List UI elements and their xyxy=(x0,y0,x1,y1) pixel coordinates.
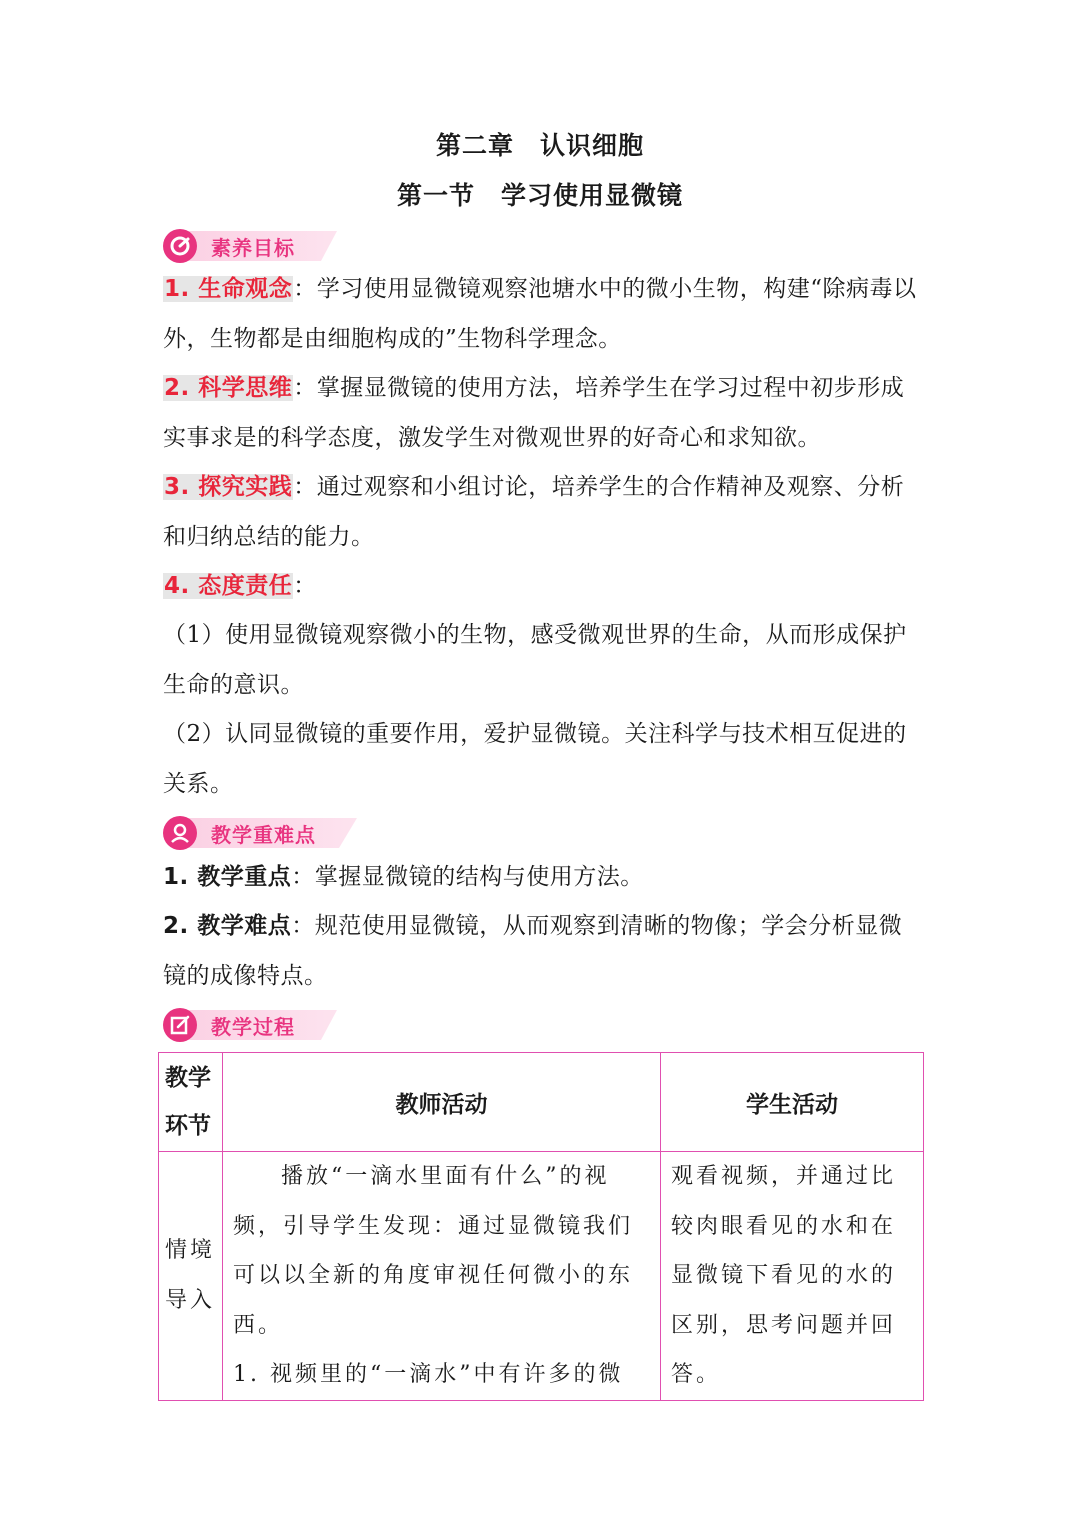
goal-label-3: 3. 探究实践 xyxy=(164,474,293,500)
keypoints-heading xyxy=(163,814,363,852)
keypoint-label-1: 1. 教学重点 xyxy=(163,864,292,890)
keypoint-text-1: ：掌握显微镜的结构与使用方法。 xyxy=(291,864,644,890)
process-table xyxy=(158,1052,924,1401)
goals-heading-label: 素养目标 xyxy=(211,236,295,260)
row-teacher xyxy=(223,1152,661,1401)
section-title: 第一节 学习使用显微镜 xyxy=(396,181,683,210)
header-student: 学生活动 xyxy=(661,1053,924,1152)
row-student: 观看视频，并通过比较肉眼看见的水和在显微镜下看见的水的区别，思考问题并回答。 xyxy=(661,1152,924,1401)
edit-icon xyxy=(163,1008,197,1042)
target-icon xyxy=(163,229,197,263)
goal-text-4: ： xyxy=(293,573,317,599)
row-teacher-sub: 1. 视频里的“一滴水”中有许多的微 xyxy=(233,1362,624,1387)
person-icon xyxy=(163,816,197,850)
process-heading xyxy=(163,1006,363,1044)
goal-item-4 xyxy=(163,562,923,612)
keypoints-heading-label: 教学重难点 xyxy=(211,823,316,847)
row-stage: 情境导入 xyxy=(159,1152,223,1401)
goal-item-4-sub-1: （1）使用显微镜观察微小的生物，感受微观世界的生命，从而形成保护生命的意识。 xyxy=(163,622,907,698)
process-heading-label: 教学过程 xyxy=(211,1015,295,1039)
keypoint-item-2 xyxy=(163,902,923,1001)
table-header-row xyxy=(159,1053,924,1152)
row-teacher-text: 播放“一滴水里面有什么”的视频，引导学生发现：通过显微镜我们可以以全新的角度审视任何微小的东西。 xyxy=(233,1164,634,1338)
keypoint-text-2: ：规范使用显微镜，从而观察到清晰的物像；学会分析显微镜的成像特点。 xyxy=(163,913,903,989)
goals-heading xyxy=(163,227,363,265)
chapter-title: 第二章 认识细胞 xyxy=(435,131,644,160)
goal-label-1: 1. 生命观念 xyxy=(164,276,293,302)
goal-text-1: ：学习使用显微镜观察池塘水中的微小生物，构建“除病毒以外，生物都是由细胞构成的”生物科学理念。 xyxy=(163,276,917,352)
goal-text-3: ：通过观察和小组讨论，培养学生的合作精神及观察、分析和归纳总结的能力。 xyxy=(163,474,905,550)
table-row xyxy=(159,1152,924,1401)
header-stage: 教学环节 xyxy=(159,1053,223,1152)
keypoint-item-1 xyxy=(163,853,923,903)
goal-item-3 xyxy=(163,463,923,562)
goal-label-2: 2. 科学思维 xyxy=(164,375,293,401)
goal-item-4-sub-2: （2）认同显微镜的重要作用，爱护显微镜。关注科学与技术相互促进的关系。 xyxy=(163,721,907,797)
goal-text-2: ：掌握显微镜的使用方法，培养学生在学习过程中初步形成实事求是的科学态度，激发学生对微观世界的好奇心和求知欲。 xyxy=(163,375,905,451)
keypoint-label-2: 2. 教学难点 xyxy=(163,913,292,939)
goal-label-4: 4. 态度责任 xyxy=(164,573,293,599)
goal-item-2 xyxy=(163,364,923,463)
header-teacher: 教师活动 xyxy=(223,1053,661,1152)
goal-item-1 xyxy=(163,265,923,364)
